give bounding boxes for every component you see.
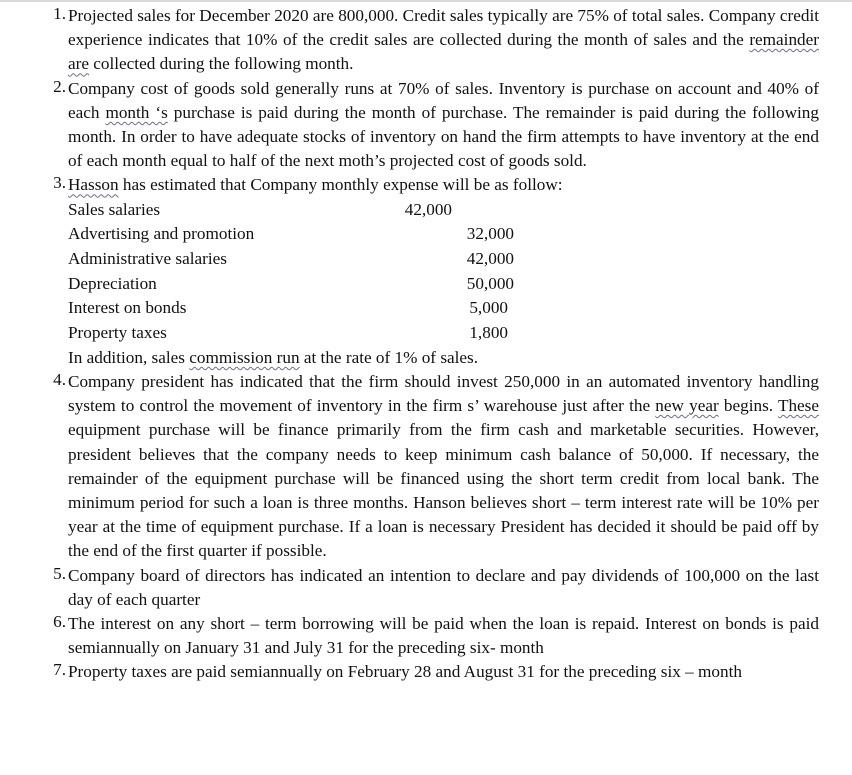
item-text: Property taxes are paid semiannually on February 28 and August 31 for the preceding six – month [68,662,742,682]
expense-value: 32,000 [466,224,514,244]
numbered-list [0,4,852,685]
text-segment: Company president has indicated that the firm should invest 250,000 in an automated inventory handling system to control the movement of inventory in the firm s’ warehouse just after the [68,371,819,416]
item-number: 4. [53,369,66,389]
flagged-phrase: commission run [189,347,300,367]
flagged-phrase: month ‘s [105,102,168,122]
item-number: 7. [53,660,66,680]
expense-label: Sales salaries [68,199,161,219]
expense-row [68,296,819,321]
expense-footer [68,346,819,370]
expense-row [68,272,819,297]
list-item-4 [0,370,852,564]
text-segment: equipment purchase will be finance primarily from the firm cash and marketable securities. However, president believes that the company needs to keep minimum cash balance of 50,000. If necessary, the remainder of the equipment purchase will be financed using the short term credit from local bank. The minimum period for such a loan is three months. Hanson believes short – term interest rate will be 10% per year at the time of equipment purchase. If a loan is necessary President has decided it should be paid off by the end of the first quarter if possible. [68,420,819,561]
expense-value: 5,000 [469,298,508,318]
expense-value: 1,800 [469,323,508,343]
expense-label: Interest on bonds [68,298,187,318]
expense-row [68,222,819,247]
text-segment: collected during the following month. [88,54,354,74]
text-segment: Projected sales for December 2020 are 800,000. Credit sales typically are 75% of total sales. Company credit experience indicates that 10% of the credit sales are collected during the month of sales and the [68,6,819,50]
expense-value: 42,000 [466,249,514,268]
item-number: 3. [53,173,66,193]
list-item-7 [0,660,852,684]
flagged-phrase: remainder are [68,30,819,74]
expense-value: 42,000 [404,199,452,219]
text-segment: Company cost of goods sold generally runs at 70% of sales. Inventory is purchase on account and 40% of each [68,78,819,122]
list-item-1 [0,4,852,77]
list-item-3 [0,173,852,370]
item-text [68,370,819,564]
expense-label: Advertising and promotion [68,224,255,244]
item-text [68,77,819,174]
list-item-5 [0,564,852,612]
text-segment: begins. [718,396,778,416]
expense-intro [68,173,819,197]
item-text: The interest on any short – term borrowing will be paid when the loan is repaid. Interest on bonds is paid semiannually on January 31 and July 31 for the preceding six- month [68,613,819,658]
item-number: 5. [53,563,66,583]
flagged-phrase: These [777,396,819,416]
text-segment: purchase is paid during the month of purchase. The remainder is paid during the following month. In order to have adequate stocks of inventory on hand the firm attempts to have inventory at the end of each month equal to half of the next moth’s projected cost of goods sold. [68,102,819,171]
flagged-name: Hasson [68,175,119,195]
list-item-6 [0,612,852,660]
top-border [0,0,852,2]
item-text [68,4,819,77]
expense-row [68,247,819,272]
item-number: 6. [53,611,66,631]
list-item-2 [0,77,852,174]
item-number: 2. [53,76,66,96]
expense-row [68,321,819,346]
text-segment: at the rate of 1% of sales. [299,347,479,367]
expense-value: 50,000 [466,273,514,293]
flagged-phrase: new year [655,396,719,416]
item-text: Company board of directors has indicated an intention to declare and pay dividends of 100,000 on the last day of each quarter [68,565,819,609]
text-segment: has estimated that Company monthly expense will be as follow: [118,175,563,195]
expense-label: Depreciation [68,273,157,293]
expense-row [68,198,819,223]
expense-label: Property taxes [68,323,167,343]
expense-label: Administrative salaries [68,249,227,268]
text-segment: In addition, sales [68,347,190,367]
item-number: 1. [53,4,66,23]
